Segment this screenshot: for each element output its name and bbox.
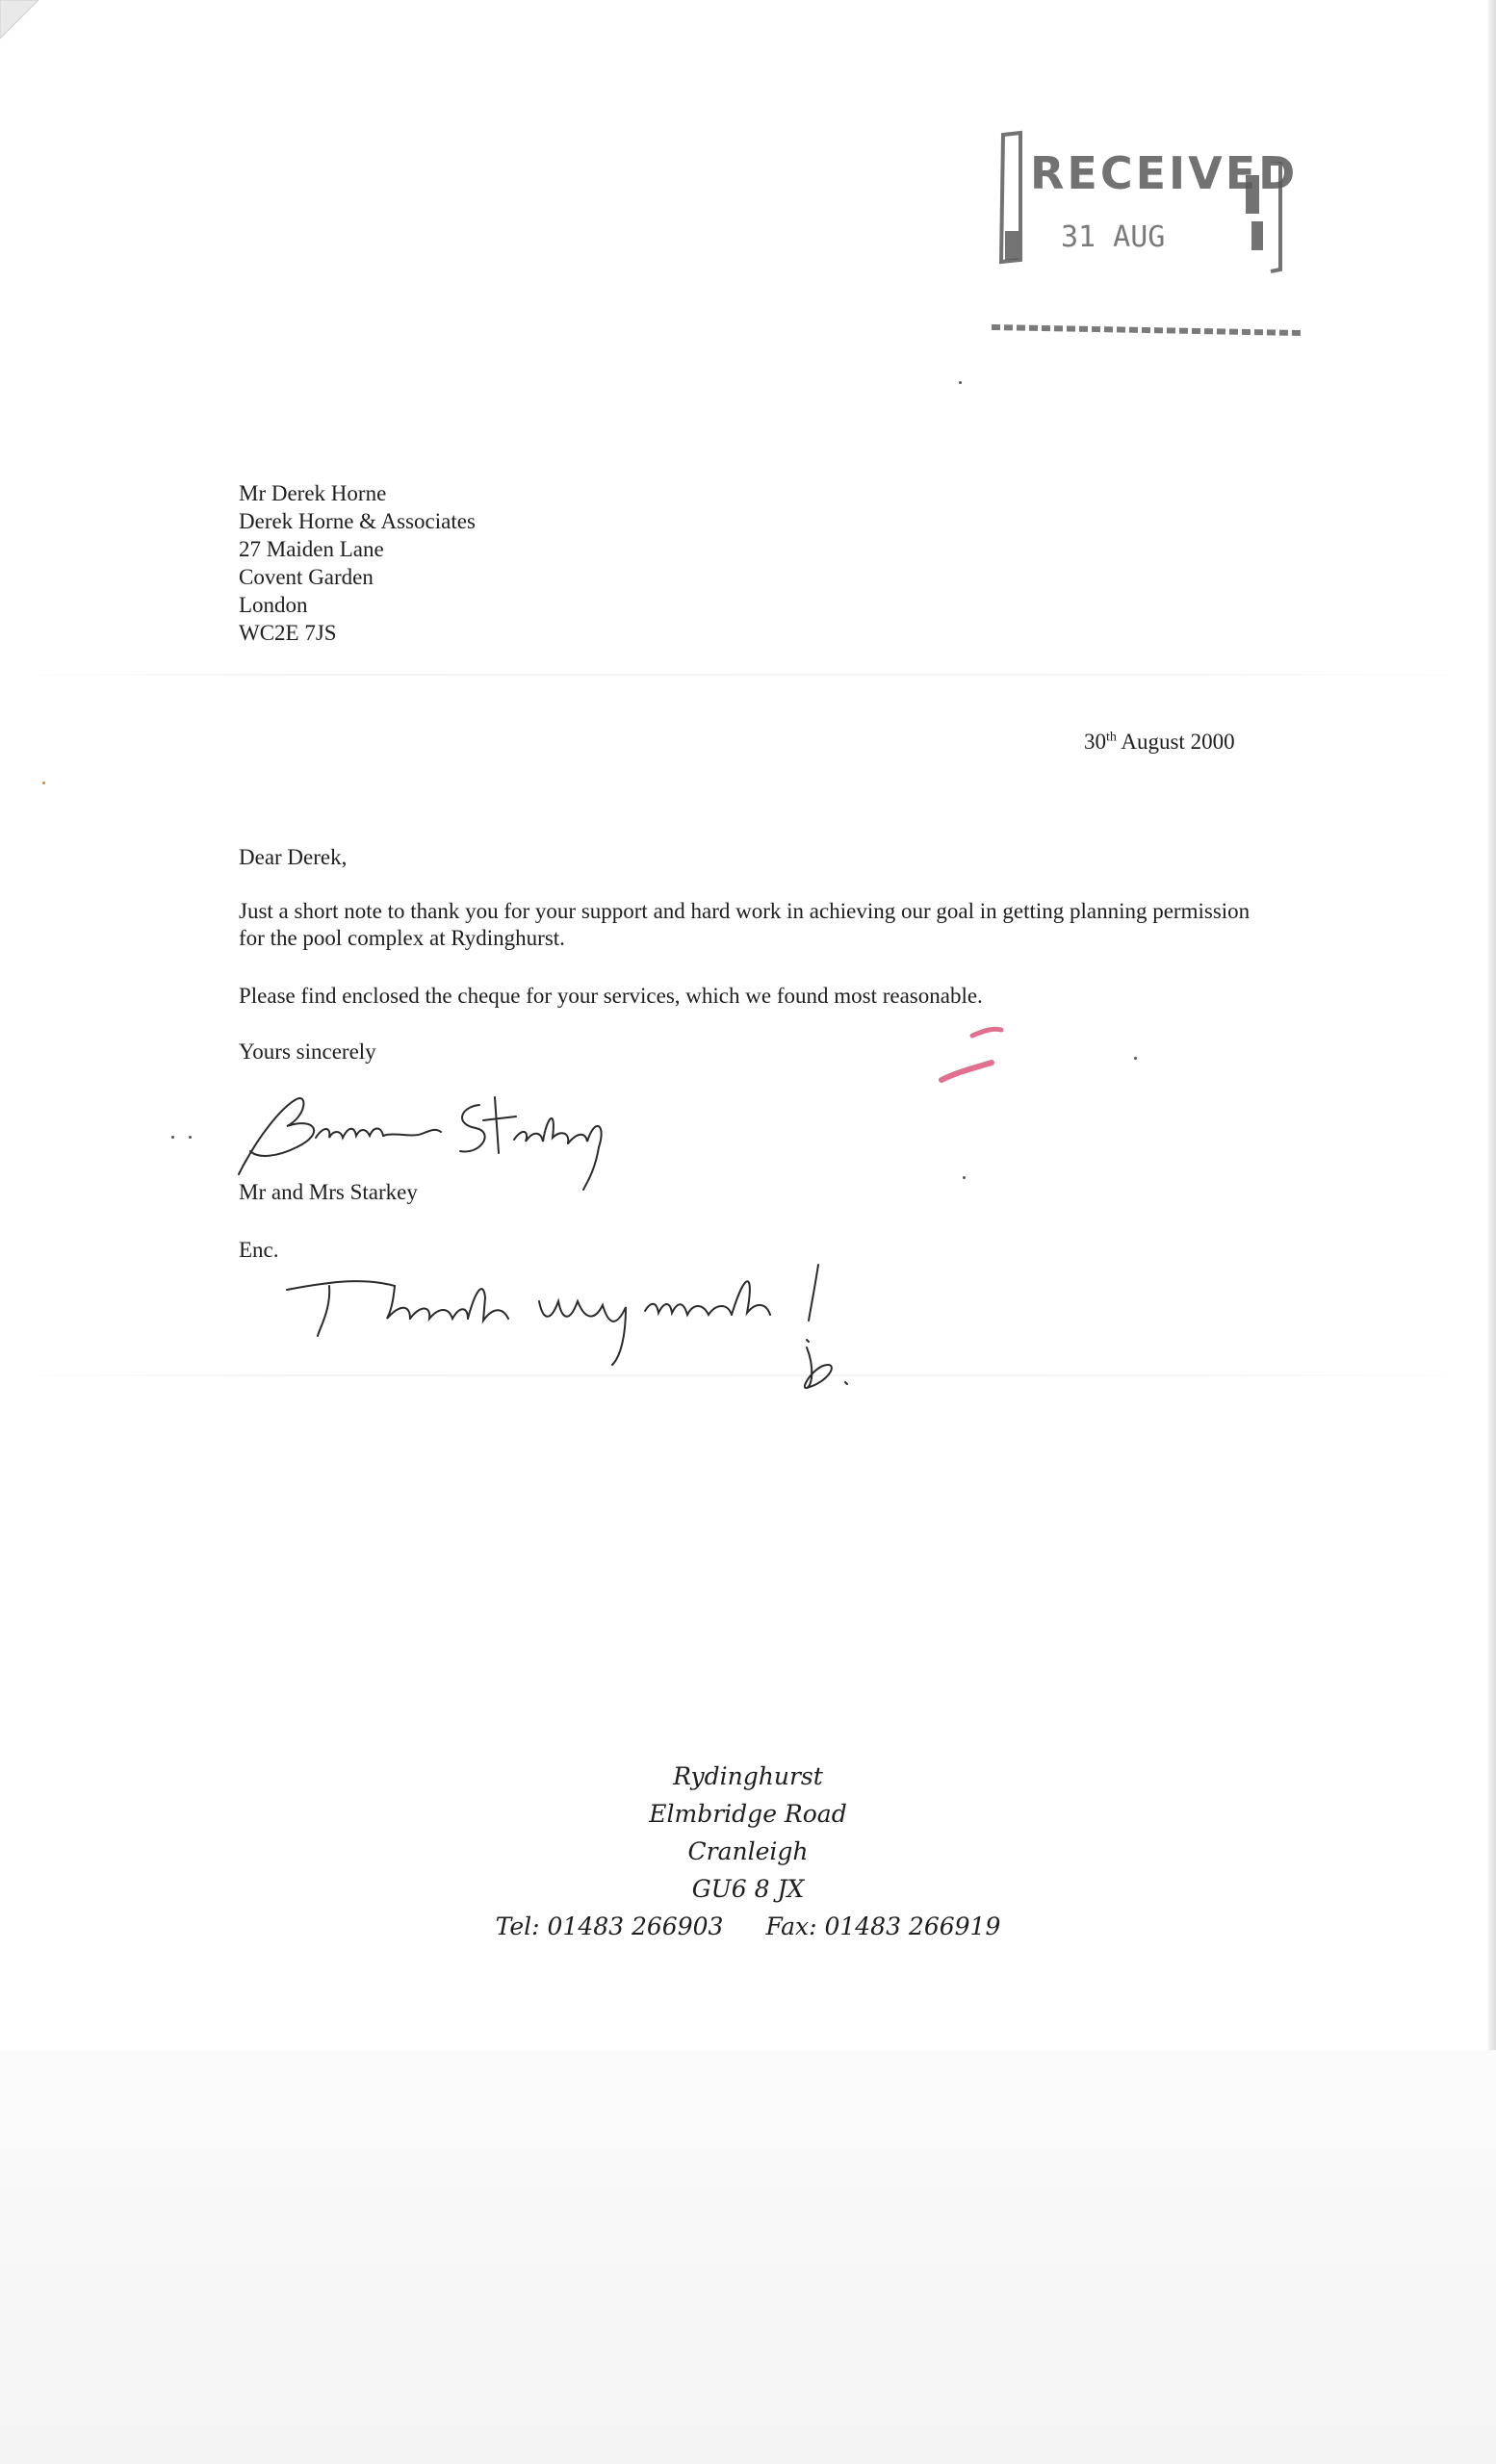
letter-date [1084, 730, 1235, 755]
body-paragraph: Please find enclosed the cheque for your services, which we found most reasonable. [239, 984, 983, 1008]
scan-speck [1134, 1057, 1137, 1060]
lipstick-mark [934, 1020, 1040, 1097]
footer-line: Elmbridge Road [649, 1800, 847, 1828]
page-bottom-shade [0, 2050, 1496, 2464]
footer-line: GU6 8 JX [691, 1875, 805, 1903]
footer-fax: Fax: 01483 266919 [765, 1912, 1001, 1940]
signature [229, 1078, 710, 1194]
address-line: Covent Garden [239, 565, 374, 589]
salutation: Dear Derek, [239, 845, 348, 869]
fold-line [0, 674, 1496, 676]
address-line: Mr Derek Horne [239, 481, 387, 505]
torn-corner [0, 0, 58, 58]
scan-speck [959, 381, 962, 384]
stamp-date: 31 AUG [1061, 220, 1166, 254]
address-line: London [239, 593, 308, 617]
footer-contact [0, 1908, 1496, 1945]
enclosure-note: Enc. [239, 1238, 279, 1262]
stamp-label: RECEIVED [1030, 147, 1299, 199]
address-line: Derek Horne & Associates [239, 509, 476, 533]
scan-speck [963, 1176, 966, 1179]
address-line: 27 Maiden Lane [239, 537, 384, 561]
footer-line: Rydinghurst [673, 1762, 823, 1790]
scan-speck [189, 1136, 192, 1139]
scan-speck [171, 1136, 174, 1139]
recipient-address [239, 479, 476, 647]
date-suffix: th [1106, 730, 1117, 745]
closing: Yours sincerely [239, 1040, 376, 1064]
body-paragraph: Just a short note to thank you for your support and hard work in achieving our goal in getting planning permission for the pool complex at Rydinghurst. [239, 899, 1251, 950]
date-day: 30 [1084, 730, 1106, 754]
sender-address-footer [0, 1758, 1496, 1945]
address-line: WC2E 7JS [239, 621, 337, 645]
footer-tel: Tel: 01483 266903 [495, 1912, 724, 1940]
received-stamp [992, 125, 1309, 356]
handwritten-note [279, 1251, 972, 1396]
footer-line: Cranleigh [687, 1837, 809, 1865]
scan-speck [42, 782, 45, 784]
date-rest: August 2000 [1116, 730, 1235, 754]
signatory-name: Mr and Mrs Starkey [239, 1180, 418, 1204]
